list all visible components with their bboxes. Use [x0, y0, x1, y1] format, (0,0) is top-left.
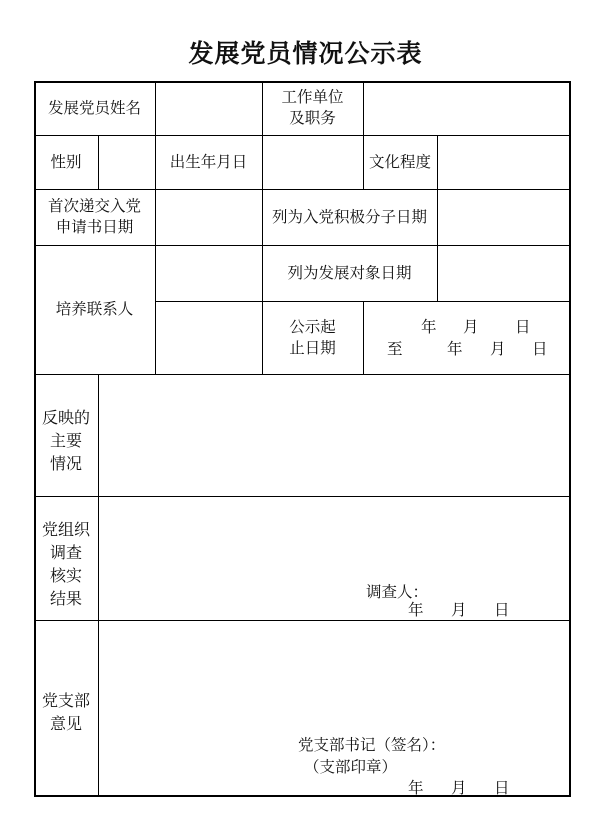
investigation-day-label: 日: [494, 601, 510, 619]
development-target-date-value[interactable]: [437, 245, 571, 301]
activist-date-value[interactable]: [437, 189, 571, 245]
investigation-month-label: 月: [451, 601, 467, 619]
birth-date-label: 出生年月日: [169, 152, 248, 171]
start-month-label: 月: [463, 318, 479, 336]
seal-label: （支部印章）: [304, 758, 398, 776]
opinion-day-label: 日: [494, 779, 510, 797]
birth-date-value[interactable]: [262, 135, 363, 189]
opinion-year-label: 年: [408, 779, 424, 797]
secretary-signature-label: 党支部书记（签名）：: [298, 736, 446, 754]
branch-opinion-label: 党支部 意见: [41, 691, 90, 733]
publicity-period-value[interactable]: [363, 301, 571, 374]
end-day-label: 日: [532, 340, 548, 358]
page-title: 发展党员情况公示表: [188, 39, 423, 68]
branch-opinion-value[interactable]: [98, 620, 571, 797]
end-month-label: 月: [490, 340, 506, 358]
first-application-value[interactable]: [155, 189, 262, 245]
work-unit-label: 工作单位 及职务: [281, 88, 344, 127]
opinion-month-label: 月: [451, 779, 467, 797]
education-value[interactable]: [437, 135, 571, 189]
start-day-label: 日: [515, 318, 531, 336]
investigation-value[interactable]: [98, 496, 571, 620]
sponsor-1-value[interactable]: [155, 245, 262, 301]
end-year-label: 年: [447, 340, 463, 358]
publicity-period-label: 公示起 止日期: [289, 317, 336, 357]
gender-label: 性别: [50, 152, 82, 171]
name-label: 发展党员姓名: [47, 98, 141, 117]
investigation-label: 党组织 调查 核实 结果: [41, 520, 90, 608]
name-value[interactable]: [155, 81, 262, 135]
education-label: 文化程度: [368, 152, 431, 171]
work-unit-value[interactable]: [363, 81, 571, 135]
development-target-date-label: 列为发展对象日期: [287, 263, 412, 282]
investigation-year-label: 年: [408, 601, 424, 619]
sponsor-2-value[interactable]: [155, 301, 262, 374]
to-label: 至: [387, 340, 403, 358]
reflection-value[interactable]: [98, 374, 571, 496]
activist-date-label: 列为入党积极分子日期: [271, 207, 427, 226]
sponsors-label: 培养联系人: [55, 300, 134, 318]
gender-value[interactable]: [98, 135, 155, 189]
investigator-label: 调查人：: [366, 583, 429, 601]
start-year-label: 年: [421, 318, 437, 336]
reflection-label: 反映的 主要 情况: [41, 408, 90, 473]
first-application-label: 首次递交入党 申请书日期: [47, 197, 141, 236]
